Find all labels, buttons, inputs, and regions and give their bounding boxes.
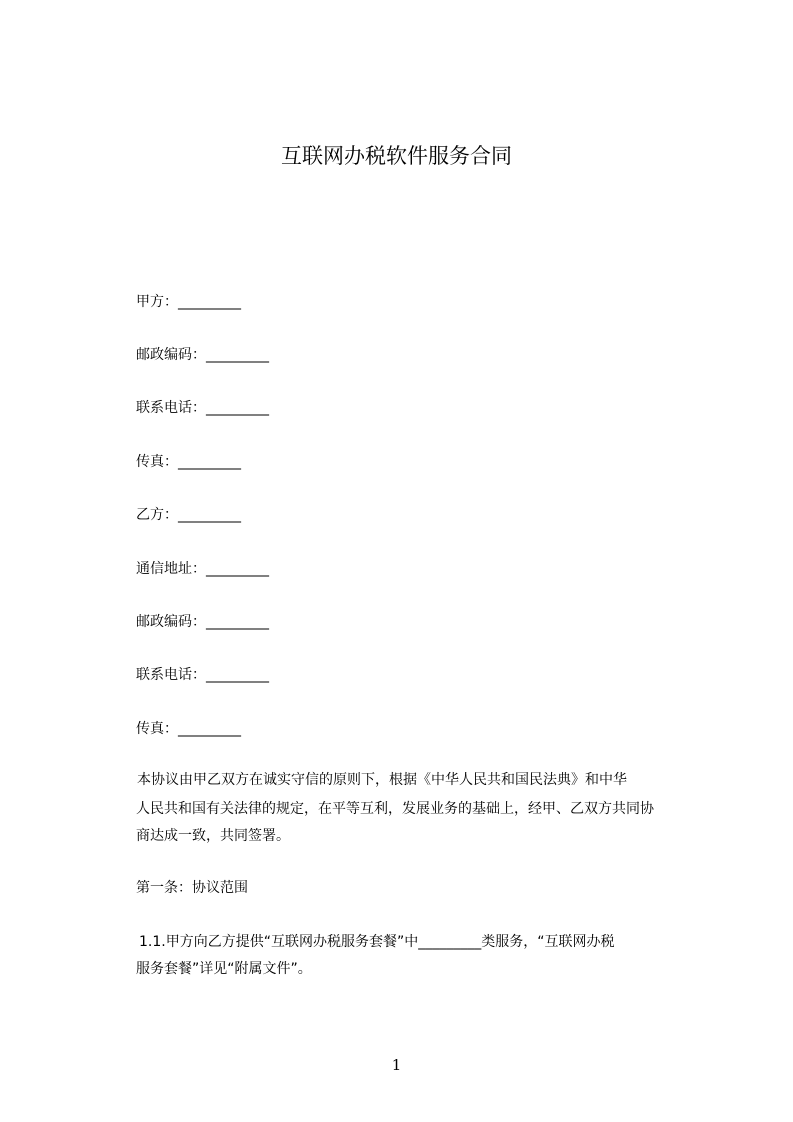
page-number: 1 [391, 1056, 402, 1074]
preamble-line: 商达成一致，共同签署。 [136, 828, 290, 844]
party-b-address-field: 通信地址：_________ [136, 561, 269, 577]
clause-line: 服务套餐”详见“附属文件”。 [136, 961, 312, 977]
preamble-line: 人民共和国有关法律的规定，在平等互利，发展业务的基础上，经甲、乙双方共同协 [136, 801, 654, 817]
party-b-phone-field: 联系电话：_________ [136, 667, 269, 683]
document-title: 互联网办税软件服务合同 [281, 144, 512, 168]
party-a-phone-field: 联系电话：_________ [136, 400, 269, 416]
party-a-field: 甲方：_________ [136, 294, 241, 310]
party-a-postal-code-field: 邮政编码：_________ [136, 347, 269, 363]
preamble-line: 本协议由甲乙双方在诚实守信的原则下，根据《中华人民共和国民法典》和中华 [137, 772, 627, 788]
party-b-field: 乙方：_________ [136, 507, 241, 523]
party-a-fax-field: 传真：_________ [136, 454, 241, 470]
party-b-fax-field: 传真：_________ [136, 721, 241, 737]
party-b-postal-code-field: 邮政编码：_________ [136, 614, 269, 630]
clause-line: 1.1.甲方向乙方提供“互联网办税服务套餐”中_________类服务，“互联网办税 [139, 934, 615, 950]
article-1-heading: 第一条：协议范围 [136, 880, 248, 896]
